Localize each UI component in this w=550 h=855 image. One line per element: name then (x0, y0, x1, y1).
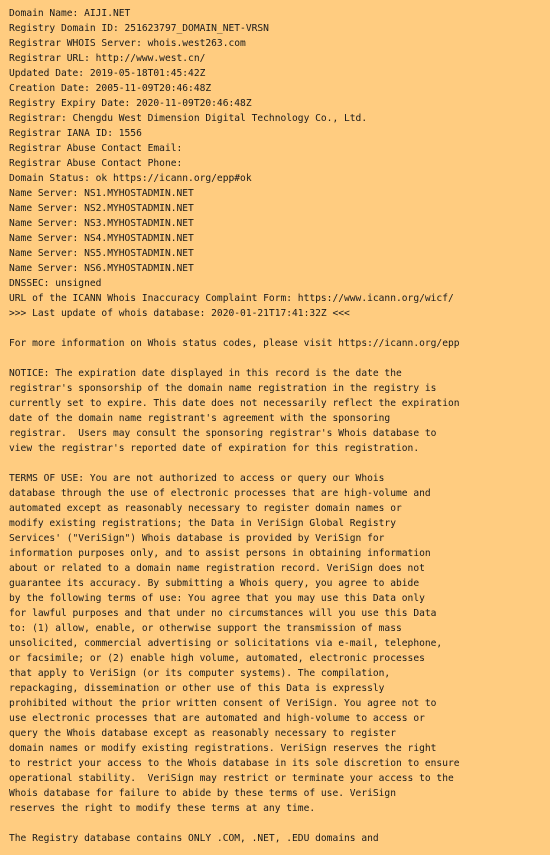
whois-line: Registrar WHOIS Server: whois.west263.com (9, 38, 246, 49)
whois-line: registrar's sponsorship of the domain name registration in the registry is (9, 383, 437, 394)
whois-line (9, 456, 460, 471)
whois-line: DNSSEC: unsigned (9, 278, 102, 289)
whois-line: view the registrar's reported date of expiration for this registration. (9, 443, 420, 454)
whois-line: currently set to expire. This date does not necessarily reflect the expiration (9, 398, 460, 409)
whois-line: Name Server: NS1.MYHOSTADMIN.NET (9, 188, 194, 199)
whois-line: to restrict your access to the Whois database in its sole discretion to ensure (9, 758, 460, 769)
whois-line: operational stability. VeriSign may restrict or terminate your access to the (9, 773, 454, 784)
whois-line: Domain Name: AIJI.NET (9, 8, 131, 19)
whois-line: Registrar: Chengdu West Dimension Digital Technology Co., Ltd. (9, 113, 368, 124)
whois-line: unsolicited, commercial advertising or solicitations via e-mail, telephone, (9, 638, 443, 649)
whois-line: Name Server: NS3.MYHOSTADMIN.NET (9, 218, 194, 229)
whois-line: about or related to a domain name registration record. VeriSign does not (9, 563, 425, 574)
whois-line: Registrar Abuse Contact Phone: (9, 158, 183, 169)
whois-line: Registrar IANA ID: 1556 (9, 128, 142, 139)
whois-line: guarantee its accuracy. By submitting a Whois query, you agree to abide (9, 578, 420, 589)
whois-line: Registrar Abuse Contact Email: (9, 143, 183, 154)
whois-line: use electronic processes that are automated and high-volume to access or (9, 713, 425, 724)
whois-line: modify existing registrations; the Data in VeriSign Global Registry (9, 518, 396, 529)
whois-line: Name Server: NS2.MYHOSTADMIN.NET (9, 203, 194, 214)
whois-line: TERMS OF USE: You are not authorized to access or query our Whois (9, 473, 385, 484)
whois-line: automated except as reasonably necessary to register domain names or (9, 503, 402, 514)
whois-line: domain names or modify existing registrations. VeriSign reserves the right (9, 743, 437, 754)
whois-line: by the following terms of use: You agree that you may use this Data only (9, 593, 425, 604)
whois-line: NOTICE: The expiration date displayed in this record is the date the (9, 368, 402, 379)
whois-line: repackaging, dissemination or other use of this Data is expressly (9, 683, 385, 694)
whois-line: Domain Status: ok https://icann.org/epp#ok (9, 173, 252, 184)
whois-line: For more information on Whois status codes, please visit https://icann.org/epp (9, 338, 460, 349)
whois-line: >>> Last update of whois database: 2020-01-21T17:41:32Z <<< (9, 308, 350, 319)
whois-line: information purposes only, and to assist persons in obtaining information (9, 548, 431, 559)
whois-line (9, 351, 460, 366)
whois-line: date of the domain name registrant's agreement with the sponsoring (9, 413, 391, 424)
whois-line: reserves the right to modify these terms at any time. (9, 803, 316, 814)
whois-line: database through the use of electronic processes that are high-volume and (9, 488, 431, 499)
whois-line: prohibited without the prior written consent of VeriSign. You agree not to (9, 698, 437, 709)
whois-line: Whois database for failure to abide by these terms of use. VeriSign (9, 788, 396, 799)
whois-line (9, 816, 460, 831)
whois-line: Name Server: NS5.MYHOSTADMIN.NET (9, 248, 194, 259)
whois-line: The Registry database contains ONLY .COM, .NET, .EDU domains and (9, 833, 379, 844)
whois-line: Registry Domain ID: 251623797_DOMAIN_NET-VRSN (9, 23, 269, 34)
whois-line: Services' ("VeriSign") Whois database is provided by VeriSign for (9, 533, 385, 544)
whois-line: or facsimile; or (2) enable high volume, automated, electronic processes (9, 653, 425, 664)
whois-line: Registry Expiry Date: 2020-11-09T20:46:48Z (9, 98, 252, 109)
whois-line: that apply to VeriSign (or its computer systems). The compilation, (9, 668, 391, 679)
whois-line: query the Whois database except as reasonably necessary to register (9, 728, 396, 739)
whois-line: Name Server: NS4.MYHOSTADMIN.NET (9, 233, 194, 244)
whois-line: registrar. Users may consult the sponsoring registrar's Whois database to (9, 428, 437, 439)
whois-line: Name Server: NS6.MYHOSTADMIN.NET (9, 263, 194, 274)
whois-line: URL of the ICANN Whois Inaccuracy Complaint Form: https://www.icann.org/wicf/ (9, 293, 454, 304)
whois-line: Creation Date: 2005-11-09T20:46:48Z (9, 83, 212, 94)
whois-line: Updated Date: 2019-05-18T01:45:42Z (9, 68, 206, 79)
whois-record-text (9, 6, 460, 846)
whois-line: for lawful purposes and that under no circumstances will you use this Data (9, 608, 437, 619)
whois-line: to: (1) allow, enable, or otherwise support the transmission of mass (9, 623, 402, 634)
whois-line (9, 321, 460, 336)
whois-line: Registrar URL: http://www.west.cn/ (9, 53, 206, 64)
